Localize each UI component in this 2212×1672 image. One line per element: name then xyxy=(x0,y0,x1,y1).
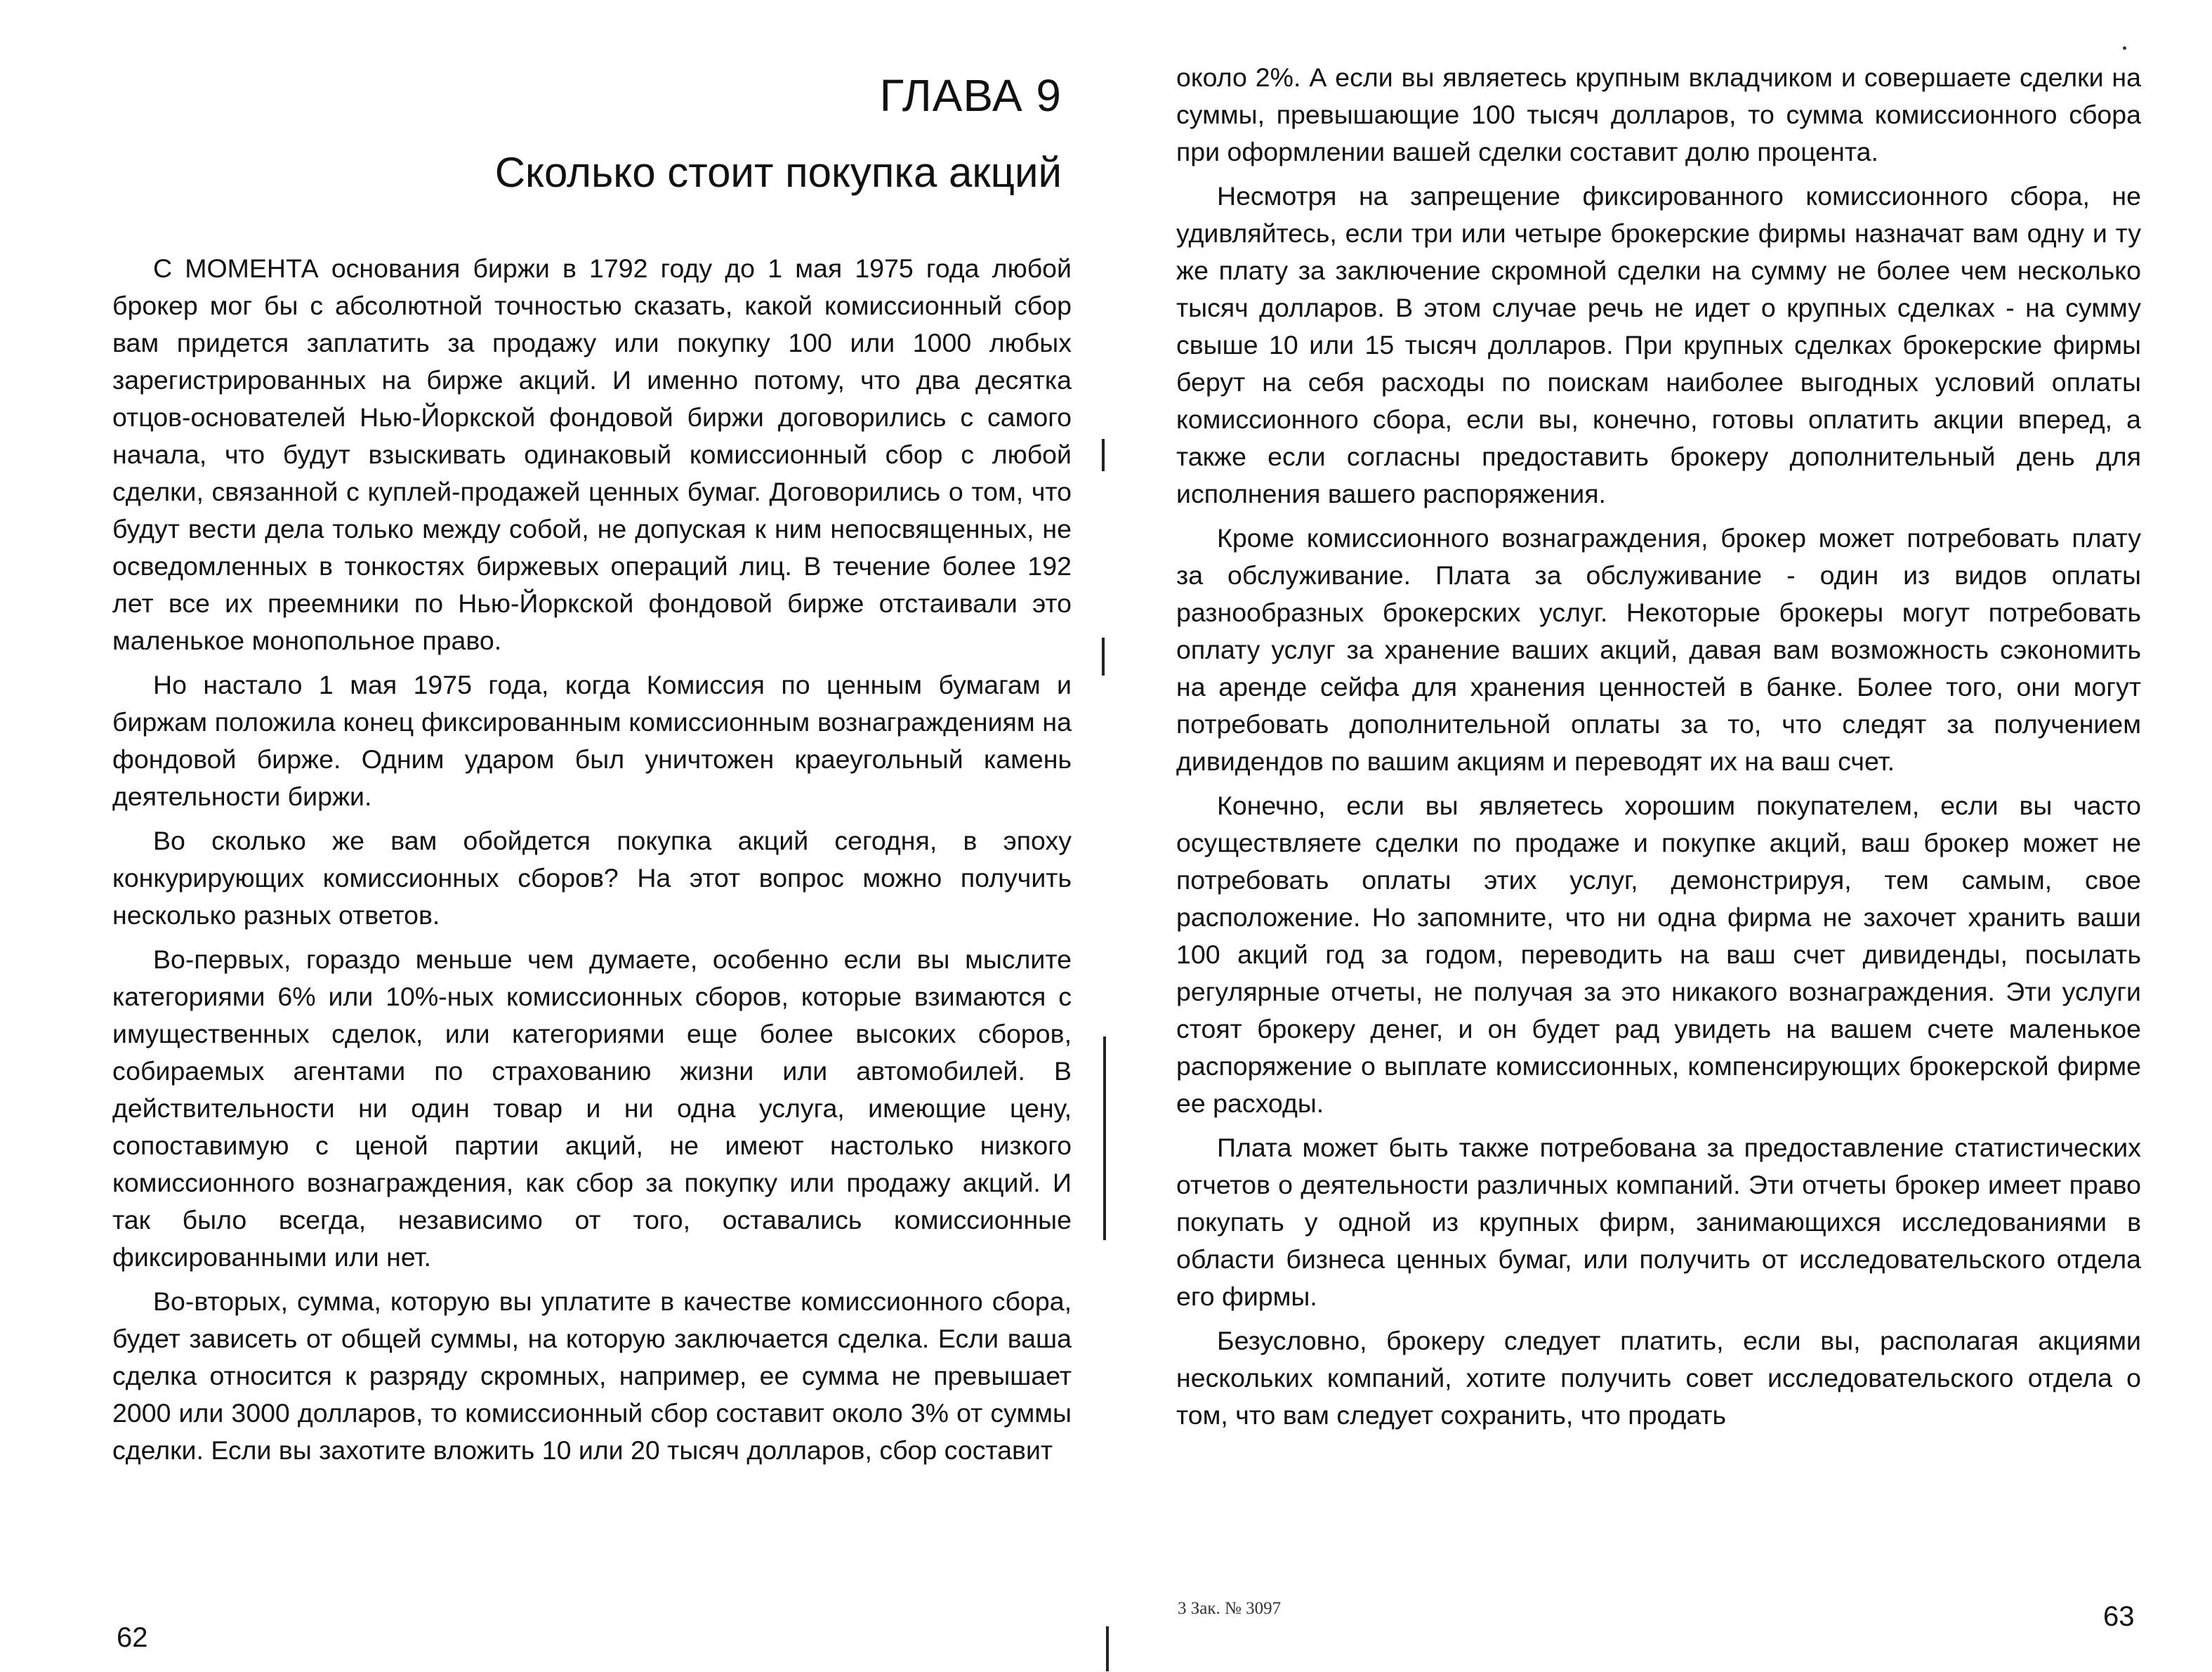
page-number-right: 63 xyxy=(2103,1601,2135,1632)
paragraph: Плата может быть также потребована за предоставление статистических отчетов о деятельности различных компаний. Эти отчеты брокер имеет право покупать у одной из крупных фирм, занимающихся исследованиями в области бизнеса ценных бумаг, или получить от исследовательского отдела его фирмы. xyxy=(1176,1133,2141,1311)
paragraph: Но настало 1 мая 1975 года, когда Комиссия по ценным бумагам и биржам положила конец фиксированным комиссионным вознаграждениям на фондовой бирже. Одним ударом был уничтожен краеугольный камень деятельности биржи. xyxy=(112,670,1072,811)
right-page-text xyxy=(1176,59,2141,1441)
gutter-mark xyxy=(1106,1626,1109,1671)
print-mark: 3 Зак. № 3097 xyxy=(1178,1599,1282,1618)
paragraph: Во-вторых, сумма, которую вы уплатите в качестве комиссионного сбора, будет зависеть от общей суммы, на которую заключается сделка. Если ваша сделка относится к разряду скромных, например, ее сумма не превышает 2000 или 3000 долларов, то комиссионный сбор составит около 3% от суммы сделки. Если вы захотите вложить 10 или 20 тысяч долларов, сбор составит xyxy=(112,1286,1072,1465)
page-number-left: 62 xyxy=(117,1622,148,1653)
chapter-number: ГЛАВА 9 xyxy=(879,70,1062,121)
chapter-title: Сколько стоит покупка акций xyxy=(494,149,1062,196)
paragraph: С МОМЕНТА основания биржи в 1792 году до 1 мая 1975 года любой брокер мог бы с абсолютной точностью сказать, какой комиссионный сбор вам придется заплатить за продажу или покупку 100 или 1000 любых зарегистрированных на бирже акций. И именно потому, что два десятка отцов-основателей Нью-Йоркской фондовой биржи договорились с самого начала, что будут взыскивать одинаковый комиссионный сбор с любой сделки, связанной с куплей-продажей ценных бумаг. Договорились о том, что будут вести дела только между собой, не допуская к ним непосвященных, не осведомленных в тонкостях биржевых операций лиц. В течение более 192 лет все их преемники по Нью-Йоркской фондовой бирже отстаивали это маленькое монопольное право. xyxy=(112,254,1072,655)
paragraph: Несмотря на запрещение фиксированного комиссионного сбора, не удивляйтесь, если три или четыре брокерские фирмы назначат вам одну и ту же плату за заключение скромной сделки на сумму не более чем несколько тысяч долларов. В этом случае речь не идет о крупных сделках - на сумму свыше 10 или 15 тысяч долларов. При крупных сделках брокерские фирмы берут на себя расходы по поискам наиболее выгодных условий оплаты комиссионного сбора, если вы, конечно, готовы оплатить акции вперед, а также если согласны предоставить брокеру дополнительный день для исполнения вашего распоряжения. xyxy=(1176,181,2141,508)
paragraph: Безусловно, брокеру следует платить, если вы, располагая акциями нескольких компаний, хотите получить совет исследовательского отдела о том, что вам следует сохранить, что продать xyxy=(1176,1326,2141,1430)
paragraph: Во-первых, гораздо меньше чем думаете, особенно если вы мыслите категориями 6% или 10%-ных комиссионных сборов, которые взимаются с имущественных сделок, или категориями еще более высоких сборов, собираемых агентами по страхованию жизни или автомобилей. В действительности ни один товар и ни одна услуга, имеющие цену, сопоставимую с ценой партии акций, не имеют настолько низкого комиссионного вознаграждения, как сбор за покупку или продажу акций. И так было всегда, независимо от того, оставались комиссионные фиксированными или нет. xyxy=(112,944,1072,1272)
left-page-text xyxy=(112,250,1072,1476)
scan-speck xyxy=(2123,46,2126,50)
right-page xyxy=(1106,0,2212,1672)
paragraph: около 2%. А если вы являетесь крупным вкладчиком и совершаете сделки на суммы, превышающие 100 тысяч долларов, то сумма комиссионного сбора при оформлении вашей сделки составит долю процента. xyxy=(1176,62,2141,166)
paragraph: Во сколько же вам обойдется покупка акций сегодня, в эпоху конкурирующих комиссионных сборов? На этот вопрос можно получить несколько разных ответов. xyxy=(112,826,1072,930)
paragraph: Конечно, если вы являетесь хорошим покупателем, если вы часто осуществляете сделки по продаже и покупке акций, ваш брокер может не потребовать оплаты этих услуг, демонстрируя, тем самым, свое расположение. Но запомните, что ни одна фирма не захочет хранить ваши 100 акций год за годом, переводить на ваш счет дивиденды, посылать регулярные отчеты, не получая за это никакого вознаграждения. Эти услуги стоят брокеру денег, и он будет рад увидеть на вашем счете маленькое распоряжение о выплате комиссионных, компенсирующих брокерской фирме ее расходы. xyxy=(1176,791,2141,1118)
gutter-mark xyxy=(1102,439,1105,471)
paragraph: Кроме комиссионного вознаграждения, брокер может потребовать плату за обслуживание. Плата за обслуживание - один из видов оплаты разнообразных брокерских услуг. Некоторые брокеры могут потребовать оплату услуг за хранение ваших акций, давая вам возможность сэкономить на аренде сейфа для хранения ценностей в банке. Более того, они могут потребовать дополнительной оплаты за то, что следят за получением дивидендов по вашим акциям и переводят их на ваш счет. xyxy=(1176,523,2141,776)
gutter-mark xyxy=(1102,638,1105,676)
gutter-mark xyxy=(1103,1036,1106,1240)
